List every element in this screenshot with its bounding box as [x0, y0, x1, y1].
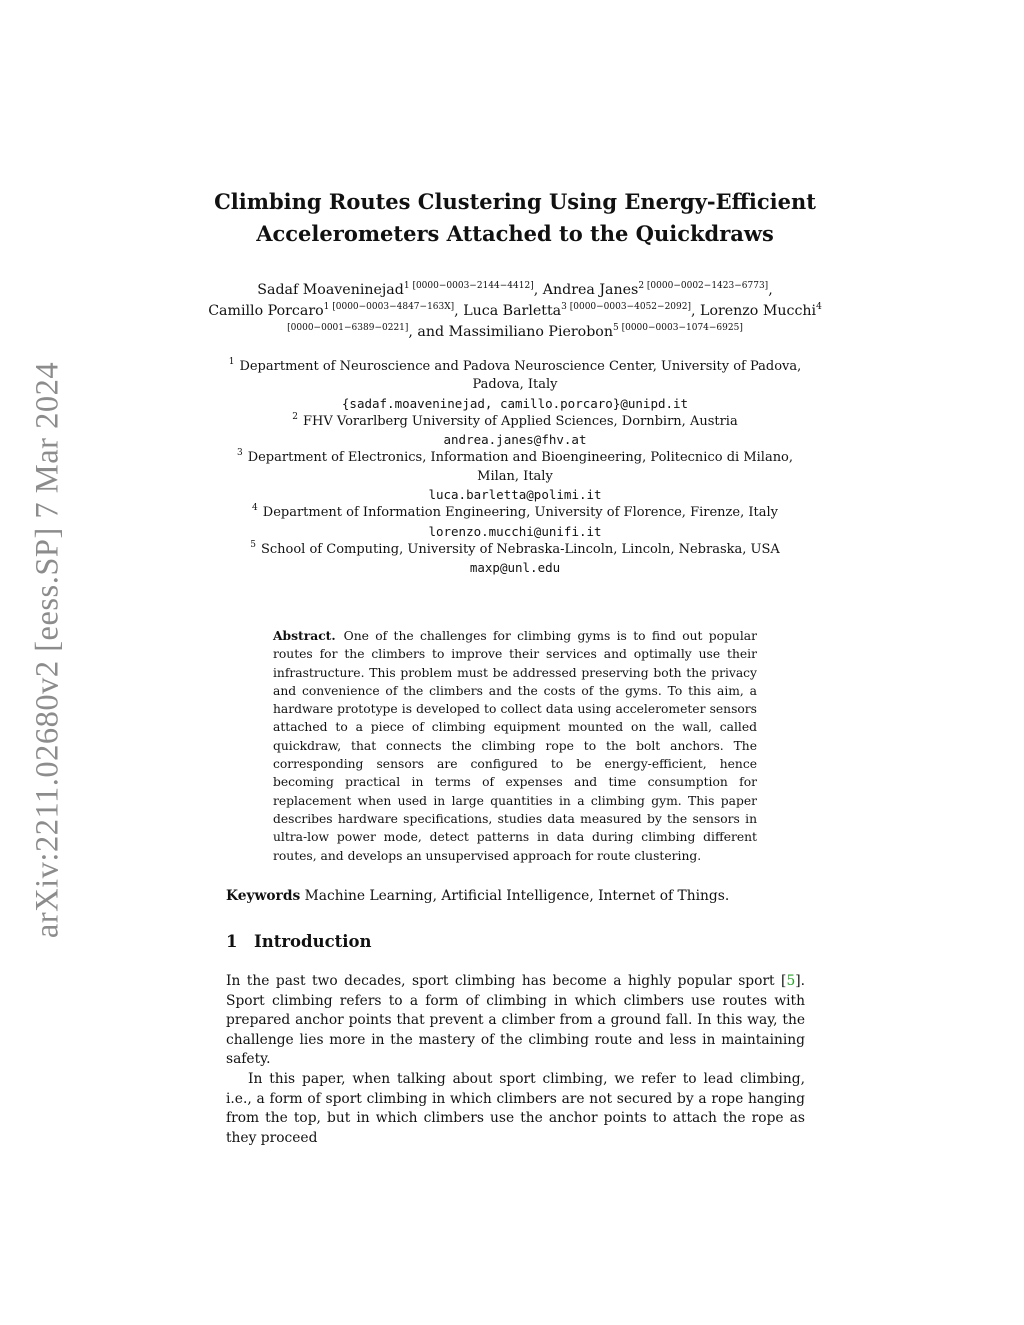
affiliation-list	[215, 358, 815, 578]
author-orcid: 3 [0000−0003−4052−2092]	[561, 302, 691, 312]
affiliation	[215, 541, 815, 559]
affiliation	[215, 358, 815, 395]
author-name: Andrea Janes	[542, 282, 639, 298]
keywords-text: Machine Learning, Artificial Intelligence, Internet of Things.	[304, 888, 730, 904]
body-paragraph	[226, 972, 805, 1070]
author-name: Sadaf Moaveninejad	[257, 282, 404, 298]
body-text-segment: In the past two decades, sport climbing has become a highly popular sport [	[226, 973, 787, 989]
author-orcid: 2 [0000−0002−1423−6773]	[638, 281, 769, 291]
author-separator: ,	[533, 282, 543, 298]
keywords	[226, 886, 806, 906]
affiliation-email: maxp@unl.edu	[469, 560, 561, 576]
author-separator: ,	[454, 303, 464, 319]
author-separator: , and	[408, 324, 449, 340]
affiliation-email: luca.barletta@polimi.it	[428, 487, 602, 503]
author-name: Massimiliano Pierobon	[448, 324, 613, 340]
paper-title-line-2: Accelerometers Attached to the Quickdraws	[256, 221, 774, 246]
section-heading	[226, 932, 372, 951]
affiliation-text: Department of Electronics, Information and Bioengineering, Politecnico di Milano, Milan, Italy	[247, 450, 794, 484]
author-separator: ,	[691, 303, 701, 319]
affiliation	[215, 449, 815, 486]
affiliation	[215, 413, 815, 431]
abstract	[273, 627, 757, 865]
body-text	[226, 972, 805, 1148]
body-paragraph: In this paper, when talking about sport climbing, we refer to lead climbing, i.e., a form of sport climbing in which climbers are not secured by a rope hanging from the top, but in which climbers use the anchor points to attach the rope as they proceed	[226, 1070, 805, 1146]
author-name: Camillo Porcaro	[208, 303, 324, 319]
author-orcid: 4 [0000−0001−6389−0221]	[287, 302, 822, 333]
affiliation-text: School of Computing, University of Nebraska-Lincoln, Lincoln, Nebraska, USA	[260, 541, 780, 557]
author-orcid: 1 [0000−0003−4847−163X]	[323, 302, 455, 312]
affiliation	[215, 504, 815, 522]
author-name: Luca Barletta	[463, 303, 562, 319]
affiliation-text: Department of Information Engineering, University of Florence, Firenze, Italy	[262, 505, 778, 521]
author-list	[200, 280, 830, 343]
citation-link[interactable]: 5	[786, 973, 796, 989]
affiliation-number: 3	[236, 448, 243, 459]
affiliation-text: Department of Neuroscience and Padova Neuroscience Center, University of Padova, Padova, Italy	[239, 359, 802, 393]
author-separator: ,	[768, 282, 773, 298]
affiliation-number: 2	[292, 411, 298, 422]
author-orcid: 1 [0000−0003−2144−4412]	[403, 281, 534, 291]
affiliation-email: lorenzo.mucchi@unifi.it	[428, 523, 602, 539]
affiliation-email: {sadaf.moaveninejad, camillo.porcaro}@unipd.it	[341, 395, 689, 411]
body-text-segment: ]. Sport climbing refers to a form of climbing in which climbers use routes with prepared anchor points that prevent a climber from a ground fall. In this way, the challenge lies more in the mastery of the climbing route and less in maintaining safety.	[226, 973, 805, 1068]
affiliation-email: andrea.janes@fhv.at	[443, 432, 587, 448]
abstract-text: One of the challenges for climbing gyms is to find out popular routes for the climbers to improve their services and optimally use their infrastructure. This problem must be addressed preserving both the privacy and convenience of the climbers and the costs of the gyms. To this aim, a hardware prototype is developed to collect data using accelerometer sensors attached to a piece of climbing equipment mounted on the wall, called quickdraw, that connects the climbing rope to the bolt anchors. The corresponding sensors are configured to be energy-efficient, hence becoming practical in terms of expenses and time consumption for replacement when used in large quantities in a climbing gym. This paper describes hardware specifications, studies data measured by the sensors in ultra-low power mode, detect patterns in data during climbing different routes, and develops an unsupervised approach for route clustering.	[273, 629, 757, 863]
arxiv-identifier-text: arXiv:2211.02680v2 [eess.SP] 7 Mar 2024	[29, 361, 66, 939]
section-number: 1	[226, 932, 238, 951]
affiliation-number: 4	[252, 503, 258, 514]
author-orcid: 5 [0000−0003−1074−6925]	[613, 323, 743, 333]
affiliation-number: 1	[228, 357, 235, 367]
paper-title	[180, 186, 850, 250]
abstract-heading: Abstract.	[273, 628, 336, 643]
affiliation-number: 5	[250, 539, 256, 550]
arxiv-identifier-stamp	[30, 350, 66, 950]
author-name: Lorenzo Mucchi	[700, 303, 817, 319]
keywords-heading: Keywords	[226, 888, 301, 904]
section-title: Introduction	[254, 932, 372, 951]
paper-title-line-1: Climbing Routes Clustering Using Energy-Efficient	[214, 189, 816, 214]
affiliation-text: FHV Vorarlberg University of Applied Sciences, Dornbirn, Austria	[303, 413, 738, 429]
